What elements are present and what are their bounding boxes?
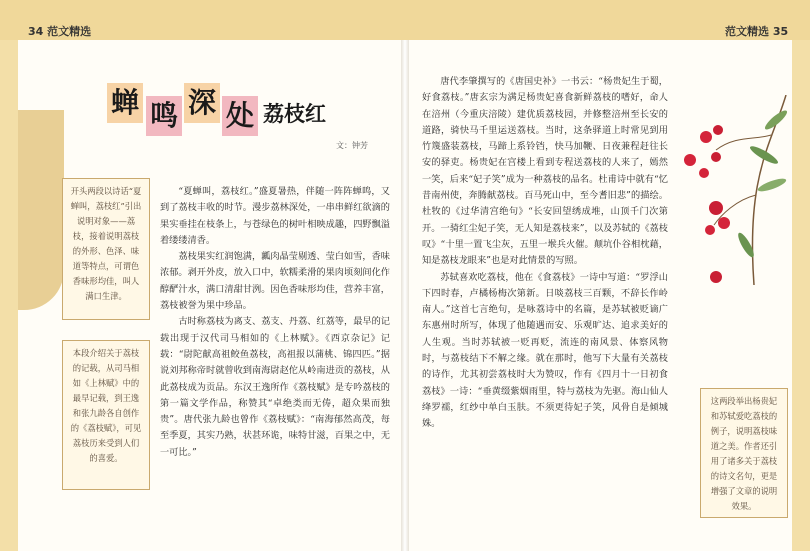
title-char-3: 深 [184, 83, 220, 123]
paragraph-3: 古时称荔枝为离支、荔支、丹荔、红荔等，最早的记载出现于汉代司马相如的《上林赋》。《西京杂记》记载：“尉陀献高祖鲛鱼荔枝，高祖报以蒲桃、锦四匹。”据说刘邦称帝时就曾收到南海尉赵佗从岭南进贡的荔枝，从此荔枝成为贡品。东汉王逸所作《荔枝赋》是专吟荔枝的第一篇文学作品，称赞其“卓绝类而无俦，超众果而独贵”。唐代张九龄也曾作《荔枝赋》：“南海郁然高茂，每至季夏，其实乃熟，状甚环诡，味特甘滋，百果之中，无一可比。” [160, 316, 390, 458]
paragraph-5: 苏轼喜欢吃荔枝，他在《食荔枝》一诗中写道：“罗浮山下四时春，卢橘杨梅次第新。日啖荔枝三百颗，不辞长作岭南人。”这首七言绝句，是咏荔诗中的名篇，是苏轼被贬谪广东惠州时所写，体现了他随遇而安、乐观旷达、追求美好的人生观。当时苏轼被一贬再贬，流连的南风景、体察风物时，与荔枝结下不解之缘。就在那时，他写下大量有关荔枝的诗作，尤其初尝荔枝时大为赞叹，作有《四月十一日初食荔枝》一诗：“垂黄缀紫烟雨里，特与荔枝为先驱。海山仙人绛罗襦，红纱中单白玉肤。不须更待妃子笑，风骨自是倾城姝。 [422, 271, 668, 430]
side-note-2: 本段介绍关于荔枝的记载，从司马相如《上林赋》中的最早记载，到王逸和张九龄各自创作的《荔枝赋》，可见荔枝历来受到人们的喜爱。 [62, 340, 150, 490]
side-note-1: 开头两段以诗话“夏蝉叫，荔枝红”引出说明对象——荔枝，接着说明荔枝的外形、色泽、味道等特点，可谓色香味形均佳，叫人满口生津。 [62, 178, 150, 320]
paragraph-4: 唐代李肇撰写的《唐国史补》一书云：“杨贵妃生于蜀，好食荔枝。”唐玄宗为满足杨贵妃喜食新鲜荔枝的嗜好，命人在涪州（今重庆涪陵）建优质荔枝园，并修整涪州至长安的道路，骑快马千里运送荔枝。当时，这条驿道上时常见到用竹篾盛装荔枝，马蹄上系铃铛，快马加鞭、日夜兼程赶往长安的驿吏。杨贵妃在宫楼上看到专程送荔枝的人来了，嫣然一笑，后来“妃子笑”成为一种荔枝的品名。杜甫诗中就有“忆昔南州使，奔腾献荔枝。百马死山中，至今耆旧悲”的描绘。杜牧的《过华清宫绝句》“长安回望绣成堆，山顶千门次第开。一骑红尘妃子笑，无人知是荔枝来”，以及苏轼的《荔枝叹》“十里一置飞尘灰，五里一堠兵火催。颠坑仆谷相枕藉，知是荔枝龙眼来”也是对此情景的写照。 [422, 76, 668, 267]
decorative-tab [18, 110, 64, 310]
book-spine [401, 40, 409, 551]
paragraph-2: 荔枝果实红润饱满，瓤肉晶莹剔透、莹白如雪，香味浓郁。剥开外皮，放入口中，软糯柔滑的果肉顷刻间化作醇酽汁水，满口清甜甘洌。因色香味形均佳，营养丰富，荔枝被誉为果中珍品。 [160, 251, 390, 312]
title-char-1: 蝉 [107, 83, 143, 123]
title-char-4: 处 [222, 96, 258, 136]
right-page-number: 范文精选 35 [725, 25, 789, 38]
side-note-3: 这两段举出杨贵妃和苏轼爱吃荔枝的例子，说明荔枝味道之美。作者还引用了诸多关于荔枝的诗文名句，更是增强了文章的说明效果。 [700, 388, 788, 518]
paragraph-1: “夏蝉叫，荔枝红。”盛夏暑热，伴随一阵阵蝉鸣，又到了荔枝丰收的时节。漫步荔林深处，一串串鲜红欲滴的果实垂挂在枝条上，与苍绿色的树叶相映成趣，四野飘溢着缕缕清香。 [160, 186, 390, 246]
subtitle: 荔枝红 [263, 102, 326, 126]
left-page-number: 34 范文精选 [28, 25, 92, 38]
top-band [0, 0, 810, 40]
right-body-text [422, 74, 668, 433]
author: 文：钟芳 [336, 141, 368, 150]
left-body-text [160, 184, 390, 461]
title-char-2: 鸣 [146, 96, 182, 136]
lychee-illustration [676, 95, 796, 295]
